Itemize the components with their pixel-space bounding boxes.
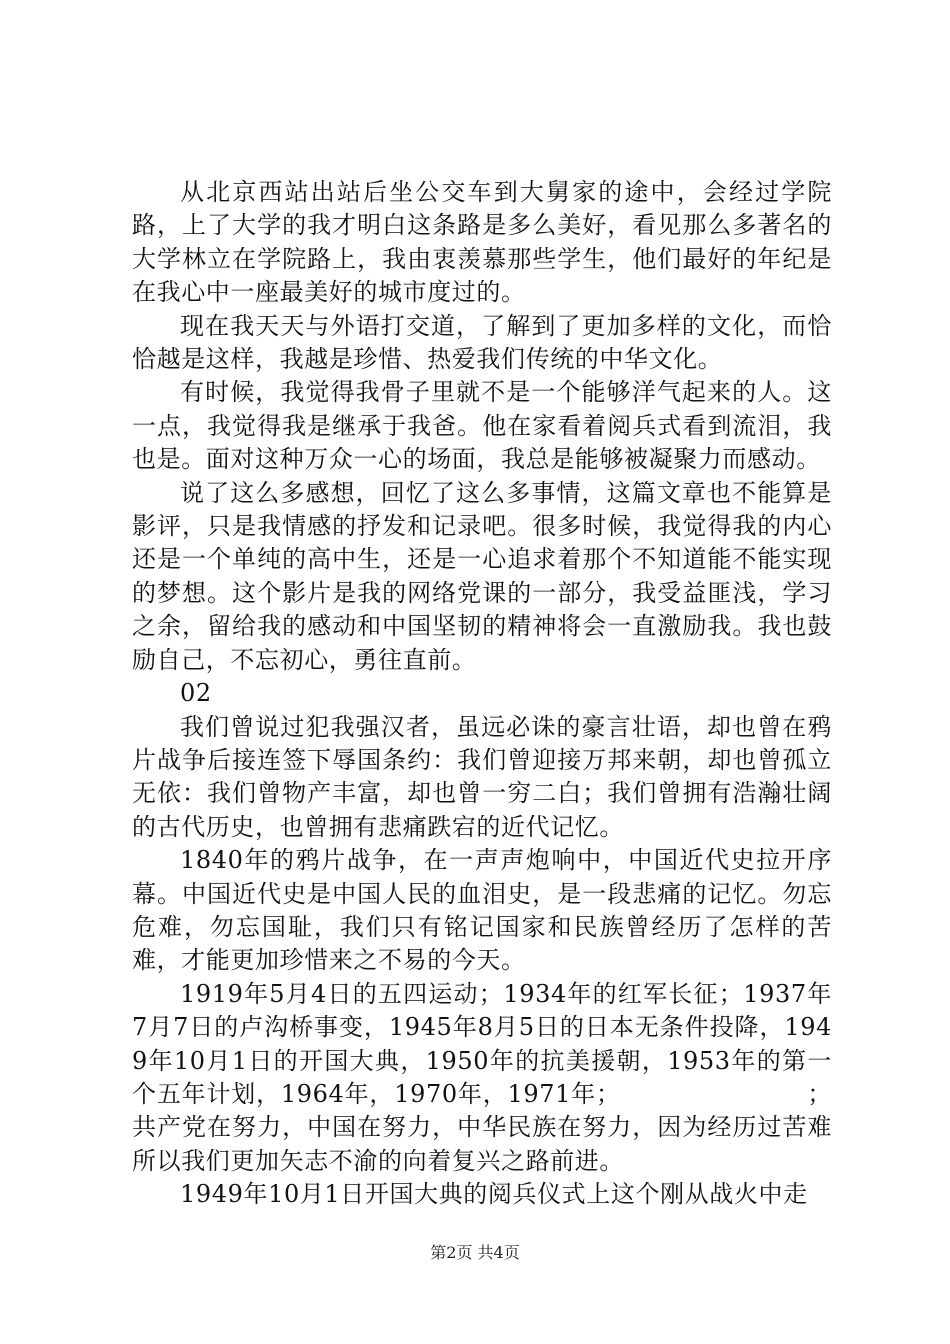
paragraph-6: 1840年的鸦片战争，在一声声炮响中，中国近代史拉开序幕。中国近代史是中国人民的血泪史，是一段悲痛的记忆。勿忘危难，勿忘国耻，我们只有铭记国家和民族曾经历了怎样的苦难，才能更加珍惜来之不易的今天。 bbox=[132, 846, 832, 975]
paragraph-7: 1919年5月4日的五四运动；1934年的红军长征；1937年7月7日的卢沟桥事变，1945年8月5日的日本无条件投降，1949年10月1日的开国大典，1950年的抗美援朝，1953年的第一个五年计划，1964年，1970年，1971年； ；共产党在努力，中国在努力，中华民族在努力，因为经历过苦难所以我们更加矢志不渝的向着复兴之路前进。 bbox=[132, 979, 832, 1175]
paragraph-4: 说了这么多感想，回忆了这么多事情，这篇文章也不能算是影评，只是我情感的抒发和记录吧。很多时候，我觉得我的内心还是一个单纯的高中生，还是一心追求着那个不知道能不能实现的梦想。这个影片是我的网络党课的一部分，我受益匪浅，学习之余，留给我的感动和中国坚韧的精神将会一直激励我。我也鼓励自己，不忘初心，勇往直前。 bbox=[132, 478, 832, 674]
section-number: 02 bbox=[180, 679, 212, 708]
page-footer: 第2页 共4页 bbox=[430, 1243, 520, 1262]
paragraph-5: 我们曾说过犯我强汉者，虽远必诛的豪言壮语，却也曾在鸦片战争后接连签下辱国条约：我们曾迎接万邦来朝，却也曾孤立无依：我们曾物产丰富，却也曾一穷二白；我们曾拥有浩瀚壮阔的古代历史，也曾拥有悲痛跌宕的近代记忆。 bbox=[132, 712, 832, 841]
paragraph-3: 有时候，我觉得我骨子里就不是一个能够洋气起来的人。这一点，我觉得我是继承于我爸。他在家看着阅兵式看到流泪，我也是。面对这种万众一心的场面，我总是能够被凝聚力而感动。 bbox=[132, 378, 832, 474]
paragraph-8: 1949年10月1日开国大典的阅兵仪式上这个刚从战火中走 bbox=[180, 1180, 808, 1209]
document-body bbox=[132, 176, 832, 1212]
paragraph-2: 现在我天天与外语打交道，了解到了更加多样的文化，而恰恰越是这样，我越是珍惜、热爱我们传统的中华文化。 bbox=[132, 311, 832, 374]
paragraph-1: 从北京西站出站后坐公交车到大舅家的途中，会经过学院路，上了大学的我才明白这条路是多么美好，看见那么多著名的大学林立在学院路上，我由衷羡慕那些学生，他们最好的年纪是在我心中一座最美好的城市度过的。 bbox=[132, 178, 832, 307]
